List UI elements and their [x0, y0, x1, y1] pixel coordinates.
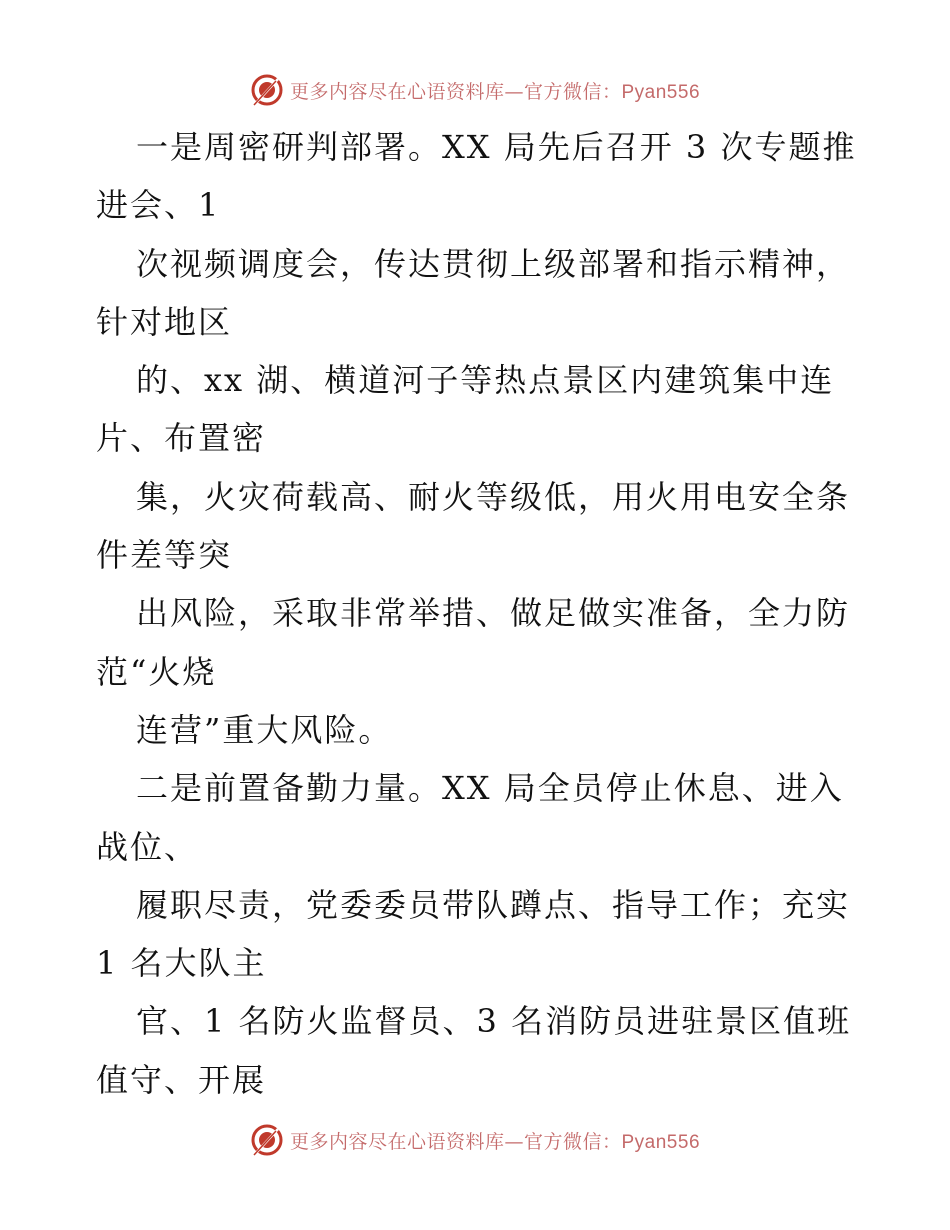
text-line: 片、布置密	[96, 419, 267, 458]
text-line: 官、1 名防火监督员、3 名消防员进驻景区值班	[136, 1002, 852, 1041]
footer-wechat-id: Pyan556	[621, 1131, 701, 1153]
text-line: 值守、开展	[96, 1060, 267, 1099]
text-line: 范“火烧	[96, 652, 217, 691]
text-line: 二是前置备勤力量。XX 局全员停止休息、进入	[136, 769, 844, 808]
text-line: 出风险，采取非常举措、做足做实准备，全力防	[136, 594, 851, 633]
header-wechat-id: Pyan556	[621, 81, 701, 103]
text-line: 集，火灾荷载高、耐火等级低，用火用电安全条	[136, 477, 851, 516]
quill-seal-icon	[250, 1123, 284, 1157]
text-line: 履职尽责，党委委员带队蹲点、指导工作；充实	[136, 885, 851, 924]
text-line: 战位、	[96, 827, 199, 866]
document-body	[96, 118, 866, 1109]
footer-banner-text: 更多内容尽在心语资料库—官方微信：Pyan556	[289, 1130, 701, 1153]
text-line: 的、xx 湖、横道河子等热点景区内建筑集中连	[136, 361, 835, 400]
header-banner[interactable]	[0, 70, 950, 110]
text-line: 1 名大队主	[96, 944, 267, 983]
text-line: 一是周密研判部署。XX 局先后召开 3 次专题推	[136, 128, 857, 166]
text-line: 次视频调度会，传达贯彻上级部署和指示精神，	[136, 244, 851, 283]
text-line: 针对地区	[96, 302, 233, 341]
header-banner-text: 更多内容尽在心语资料库—官方微信：Pyan556	[289, 80, 701, 103]
text-line: 进会、1	[96, 186, 221, 225]
footer-banner[interactable]	[0, 1120, 950, 1160]
text-line: 连营”重大风险。	[136, 710, 393, 749]
quill-seal-icon	[250, 73, 284, 107]
text-line: 件差等突	[96, 536, 233, 575]
